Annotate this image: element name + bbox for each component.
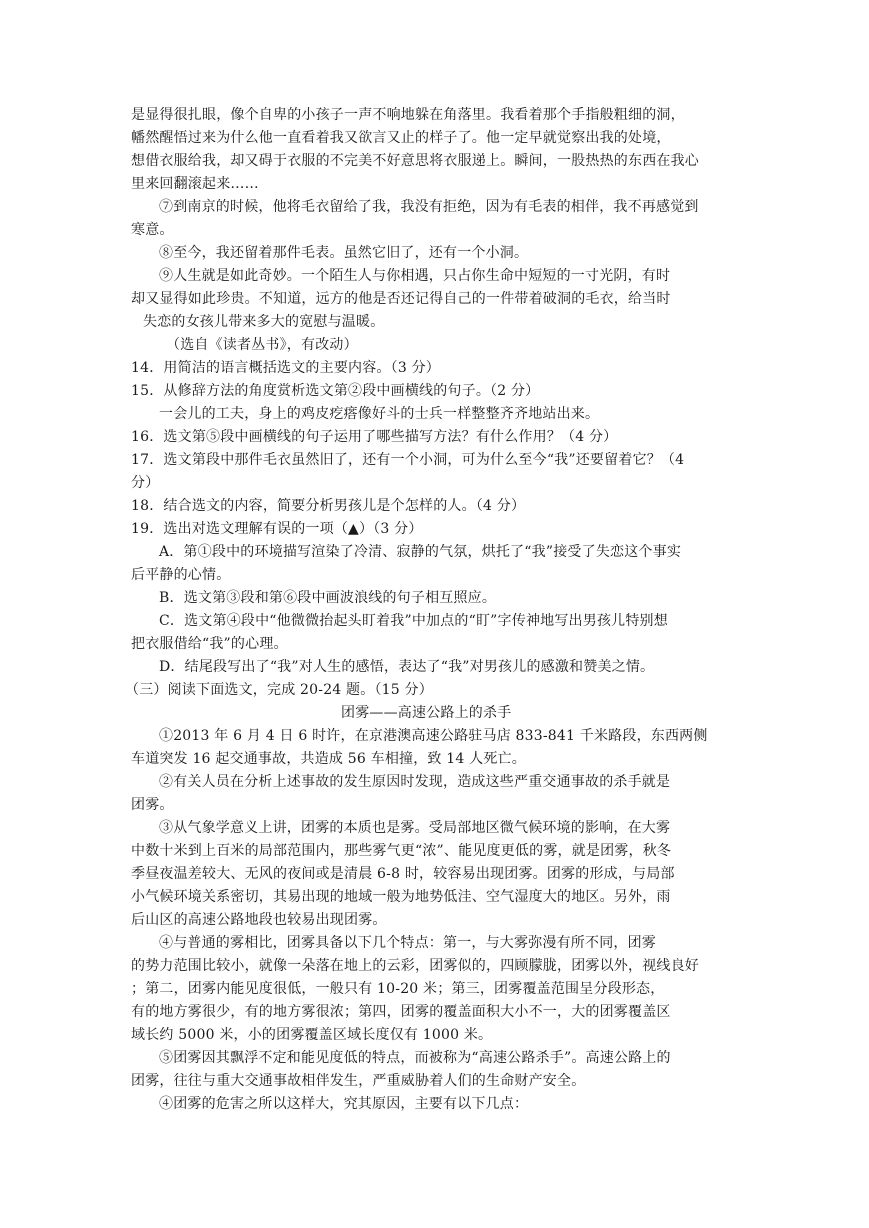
- section-heading: （三）阅读下面选文，完成 20-24 题。（15 分）: [125, 682, 433, 698]
- text-line: 域长约 5000 米，小的团雾覆盖区域长度仅有 1000 米。: [131, 1027, 493, 1043]
- text-line: 的势力范围比较小，就像一朵落在地上的云彩，团雾似的，四顾朦胧，团雾以外，视线良好: [131, 958, 699, 974]
- text-line: ④团雾的危害之所以这样大，究其原因，主要有以下几点：: [159, 1096, 529, 1112]
- option-c: C．选文第④段中“他微微抬起头盯着我”中加点的“盯”字传神地写出男孩儿特别想: [159, 613, 668, 629]
- text-line: ⑤团雾因其飘浮不定和能见度低的特点，而被称为“高速公路杀手”。高速公路上的: [159, 1050, 671, 1066]
- question-16: 16．选文第⑤段中画横线的句子运用了哪些描写方法？有什么作用？（4 分）: [131, 429, 618, 445]
- text-line: 寒意。: [131, 222, 174, 238]
- text-line: ④与普通的雾相比，团雾具备以下几个特点：第一，与大雾弥漫有所不同，团雾: [159, 935, 656, 951]
- text-line: 有的地方雾很少，有的地方雾很浓；第四，团雾的覆盖面积大小不一，大的团雾覆盖区: [131, 1004, 671, 1020]
- text-line: ⑨人生就是如此奇妙。一个陌生人与你相遇，只占你生命中短短的一寸光阴，有时: [159, 268, 671, 284]
- text-line: ⑧至今，我还留着那件毛表。虽然它旧了，还有一个小洞。: [159, 245, 529, 261]
- text-line: 季昼夜温差较大、无风的夜间或是清晨 6-8 时，较容易出现团雾。团雾的形成，与局部: [131, 866, 675, 882]
- text-line: 团雾。: [131, 797, 174, 813]
- text-line: ；第二，团雾内能见度很低，一般只有 10-20 米；第三，团雾覆盖范围呈分段形态，: [131, 981, 665, 997]
- article-title: 团雾——高速公路上的杀手: [341, 705, 512, 721]
- question-19: 19．选出对选文理解有误的一项（▲）（3 分）: [131, 521, 423, 537]
- text-line: ⑦到南京的时候，他将毛衣留给了我，我没有拒绝，因为有毛表的相伴，我不再感觉到: [159, 199, 699, 215]
- text-line: 失恋的女孩儿带来多大的宽慰与温暖。: [143, 314, 385, 330]
- source-note: （选自《读者丛书》，有改动）: [166, 337, 358, 353]
- text-line: 中数十米到上百米的局部范围内，那些雾气更“浓”、能见度更低的雾，就是团雾，秋冬: [131, 843, 672, 859]
- text-line: 却又显得如此珍贵。不知道，远方的他是否还记得自己的一件带着破洞的毛衣，给当时: [131, 291, 671, 307]
- quoted-sentence: 一会儿的工夫，身上的鸡皮疙瘩像好斗的士兵一样整整齐齐地站出来。: [159, 406, 600, 422]
- text-line: 把衣服借给“我”的心理。: [131, 636, 288, 652]
- option-d: D．结尾段写出了“我”对人生的感悟，表达了“我”对男孩儿的感激和赞美之情。: [159, 659, 655, 675]
- text-line: 想借衣服给我，却又碍于衣服的不完美不好意思将衣服递上。瞬间，一股热热的东西在我心: [131, 153, 699, 169]
- question-17: 17．选文第段中那件毛衣虽然旧了，还有一个小洞，可为什么至今“我”还要留着它？（4: [131, 452, 685, 468]
- text-line: ①2013 年 6 月 4 日 6 时许，在京港澳高速公路驻马店 833-841 千米路段，东西两侧: [159, 728, 708, 744]
- option-a: A．第①段中的环境描写渲染了冷清、寂静的气氛，烘托了“我”接受了失恋这个事实: [159, 544, 682, 560]
- text-line: ③从气象学意义上讲，团雾的本质也是雾。受局部地区微气候环境的影响，在大雾: [159, 820, 671, 836]
- text-line: 小气候环境关系密切，其易出现的地域一般为地势低洼、空气湿度大的地区。另外，雨: [131, 889, 671, 905]
- text-line: 车道突发 16 起交通事故，共造成 56 车相撞，致 14 人死亡。: [131, 751, 526, 767]
- text-line: 团雾，往往与重大交通事故相伴发生，严重威胁着人们的生命财产安全。: [131, 1073, 586, 1089]
- text-line: 分）: [131, 475, 160, 491]
- question-15: 15．从修辞方法的角度赏析选文第②段中画横线的句子。（2 分）: [131, 383, 540, 399]
- text-line: 后山区的高速公路地段也较易出现团雾。: [131, 912, 387, 928]
- question-14: 14．用简洁的语言概括选文的主要内容。（3 分）: [131, 360, 440, 376]
- option-b: B．选文第③段和第⑥段中画波浪线的句子相互照应。: [159, 590, 497, 606]
- text-line: 幡然醒悟过来为什么他一直看着我又欲言又止的样子了。他一定早就觉察出我的处境，: [131, 130, 671, 146]
- question-18: 18．结合选文的内容，简要分析男孩儿是个怎样的人。（4 分）: [131, 498, 526, 514]
- text-line: ②有关人员在分析上述事故的发生原因时发现，造成这些严重交通事故的杀手就是: [159, 774, 671, 790]
- text-line: 里来回翻滚起来……: [131, 176, 259, 192]
- text-line: 后平静的心情。: [131, 567, 231, 583]
- text-line: 是显得很扎眼，像个自卑的小孩子一声不响地躲在角落里。我看着那个手指般粗细的洞，: [131, 107, 685, 123]
